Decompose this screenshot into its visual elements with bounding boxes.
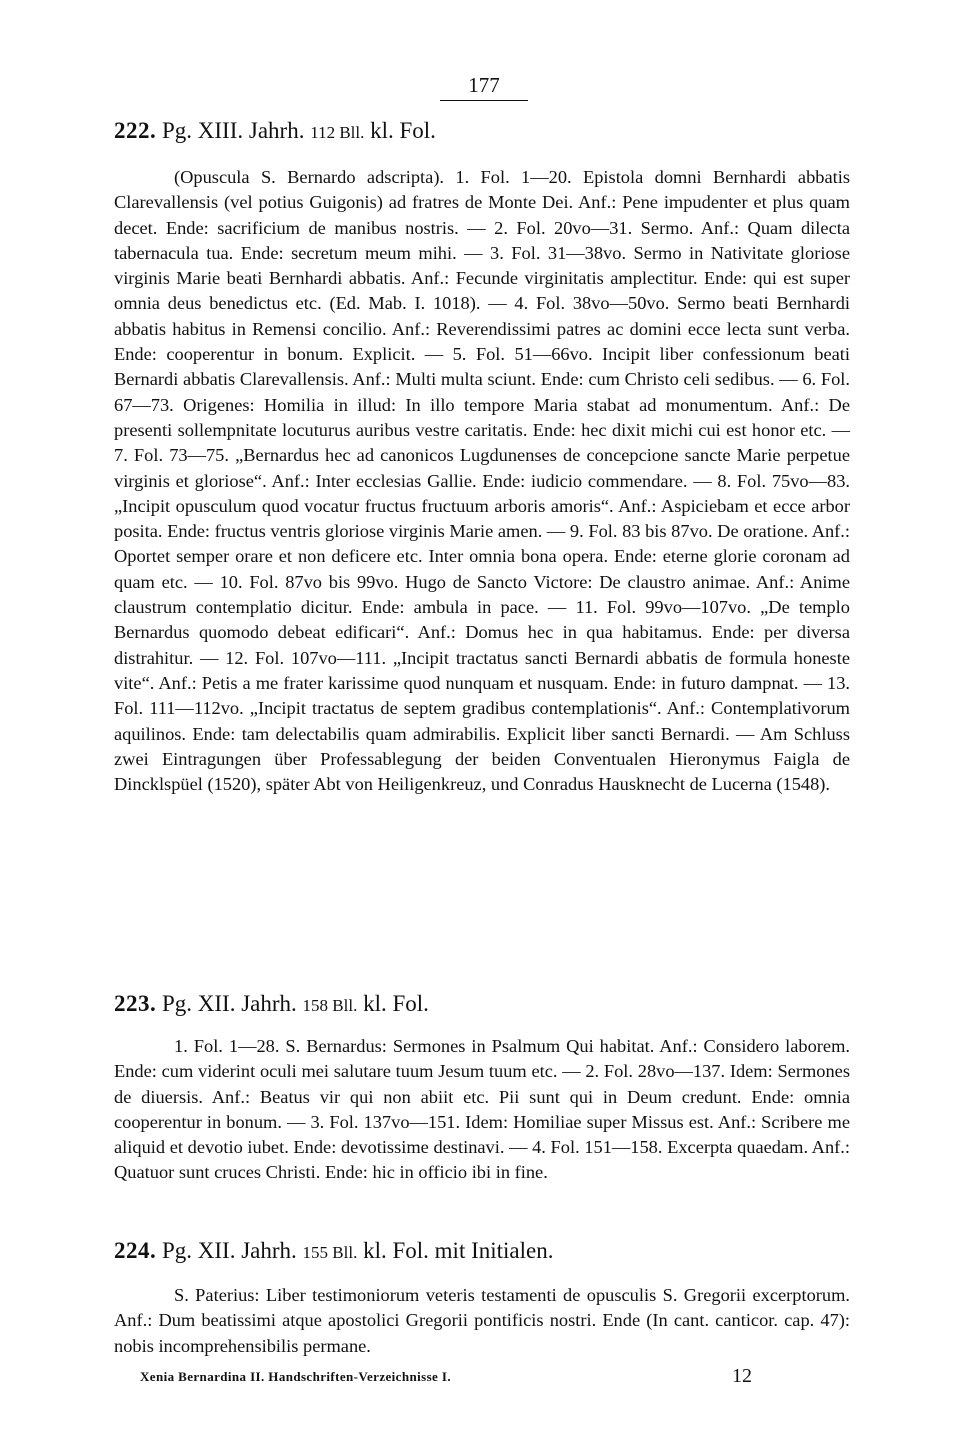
entry-number: 222. bbox=[114, 118, 157, 143]
entry-body-222 bbox=[114, 165, 850, 797]
entry-leaves: 112 Bll. bbox=[310, 123, 365, 142]
entry-body-223 bbox=[114, 1034, 850, 1186]
entry-date: Pg. XII. Jahrh. bbox=[162, 1238, 297, 1263]
entry-body-224 bbox=[114, 1283, 850, 1359]
entry-heading-224 bbox=[114, 1237, 854, 1267]
entry-text: (Opuscula S. Bernardo adscripta). 1. Fol. 1—20. Epistola domni Bernhardi abbatis Clarevallensis (vel potius Guigonis) ad fratres de Monte Dei. Anf.: Pene impudenter et plus quam decet. Ende: sacrificium de manibus nostris. — 2. Fol. 20vo—31. Sermo. Anf.: Quam dilecta tabernacula tua. Ende: secretum meum mihi. — 3. Fol. 31—38vo. Sermo in Nativitate gloriose virginis Marie beati Bernhardi abbatis. Anf.: Fecunde virginitatis amplectitur. Ende: qui est super omnia deus benedictus etc. (Ed. Mab. I. 1018). — 4. Fol. 38vo—50vo. Sermo beati Bernhardi abbatis habitus in Remensi concilio. Anf.: Reverendissimi patres ac domini ecce lecta sunt verba. Ende: cooperentur in bonum. Explicit. — 5. Fol. 51—66vo. Incipit liber confessionum beati Bernardi abbatis Clarevallensis. Anf.: Multi multa sciunt. Ende: cum Christo celi sedibus. — 6. Fol. 67—73. Origenes: Homilia in illud: In illo tempore Maria stabat ad monumentum. Anf.: De presenti sollempnitate locuturus auribus vestre caritatis. Ende: hec dixit michi cui est honor etc. — 7. Fol. 73—75. „Bernardus hec ad canonicos Lugdunenses de concepcione sancte Marie perpetue virginis et gloriose“. Anf.: Inter ecclesias Gallie. Ende: iudicio commendare. — 8. Fol. 75vo—83. „Incipit opusculum quod vocatur fructus fructuum arboris amoris“. Anf.: Aspiciebam et ecce arbor posita. Ende: fructus ventris gloriose virginis Marie amen. — 9. Fol. 83 bis 87vo. De oratione. Anf.: Oportet semper orare et non deficere etc. Inter omnia bona opera. Ende: eterne glorie coronam ad quam etc. — 10. Fol. 87vo bis 99vo. Hugo de Sancto Victore: De claustro animae. Anf.: Anime claustrum contemplatio dicitur. Ende: ambula in pace. — 11. Fol. 99vo—107vo. „De templo Bernardus quomodo debeat edificari“. Anf.: Domus hec in qua habitamus. Ende: per diversa distrahitur. — 12. Fol. 107vo—111. „Incipit tractatus sancti Bernardi abbatis de formula honeste vite“. Anf.: Petis a me frater karissime quod nunquam et nusquam. Ende: in futuro dampnat. — 13. Fol. 111—112vo. „Incipit tractatus de septem gradibus contemplationis“. Anf.: Contemplativorum aquilinos. Ende: tam delectabilis quam admirabilis. Explicit liber sancti Bernardi. — Am Schluss zwei Eintragungen über Professablegung der beiden Conventualen Hieronymus Faigla de Dincklspüel (1520), später Abt von Heiligenkreuz, und Conradus Hausknecht de Lucerna (1548). bbox=[114, 167, 850, 795]
entry-number: 224. bbox=[114, 1238, 157, 1263]
entry-date: Pg. XIII. Jahrh. bbox=[162, 118, 305, 143]
entry-date: Pg. XII. Jahrh. bbox=[162, 991, 297, 1016]
entry-format: kl. Fol. mit Initialen. bbox=[363, 1238, 554, 1263]
entry-heading-223 bbox=[114, 990, 854, 1020]
entry-leaves: 158 Bll. bbox=[302, 996, 358, 1015]
entry-number: 223. bbox=[114, 991, 157, 1016]
footer-series-title: Xenia Bernardina II. Handschriften-Verzeichnisse I. bbox=[140, 1369, 451, 1384]
entry-format: kl. Fol. bbox=[370, 118, 436, 143]
entry-leaves: 155 Bll. bbox=[302, 1243, 358, 1262]
page-number: 177 bbox=[440, 72, 528, 101]
footer-signature: 12 bbox=[732, 1365, 752, 1387]
entry-format: kl. Fol. bbox=[363, 991, 429, 1016]
entry-heading-222 bbox=[114, 117, 854, 147]
entry-text: S. Paterius: Liber testimoniorum veteris testamenti de opusculis S. Gregorii excerptorum. Anf.: Dum beatissimi atque apostolici Gregorii pontificis nostri. Ende (In cant. canticor. cap. 47): nobis incomprehensibilis permane. bbox=[114, 1285, 850, 1356]
entry-text: 1. Fol. 1—28. S. Bernardus: Sermones in Psalmum Qui habitat. Anf.: Considero laborem. Ende: cum viderint oculi mei salutare tuum Jesum tuum etc. — 2. Fol. 28vo—137. Idem: Sermones de diuersis. Anf.: Beatus vir qui non abiit etc. Pii sunt qui in Deum credunt. Ende: omnia cooperentur in bonum. — 3. Fol. 137vo—151. Idem: Homiliae super Missus est. Anf.: Scribere me aliquid et devotio iubet. Ende: devotissime destinavi. — 4. Fol. 151—158. Excerpta quaedam. Anf.: Quatuor sunt cruces Christi. Ende: hic in officio ibi in fine. bbox=[114, 1036, 850, 1183]
